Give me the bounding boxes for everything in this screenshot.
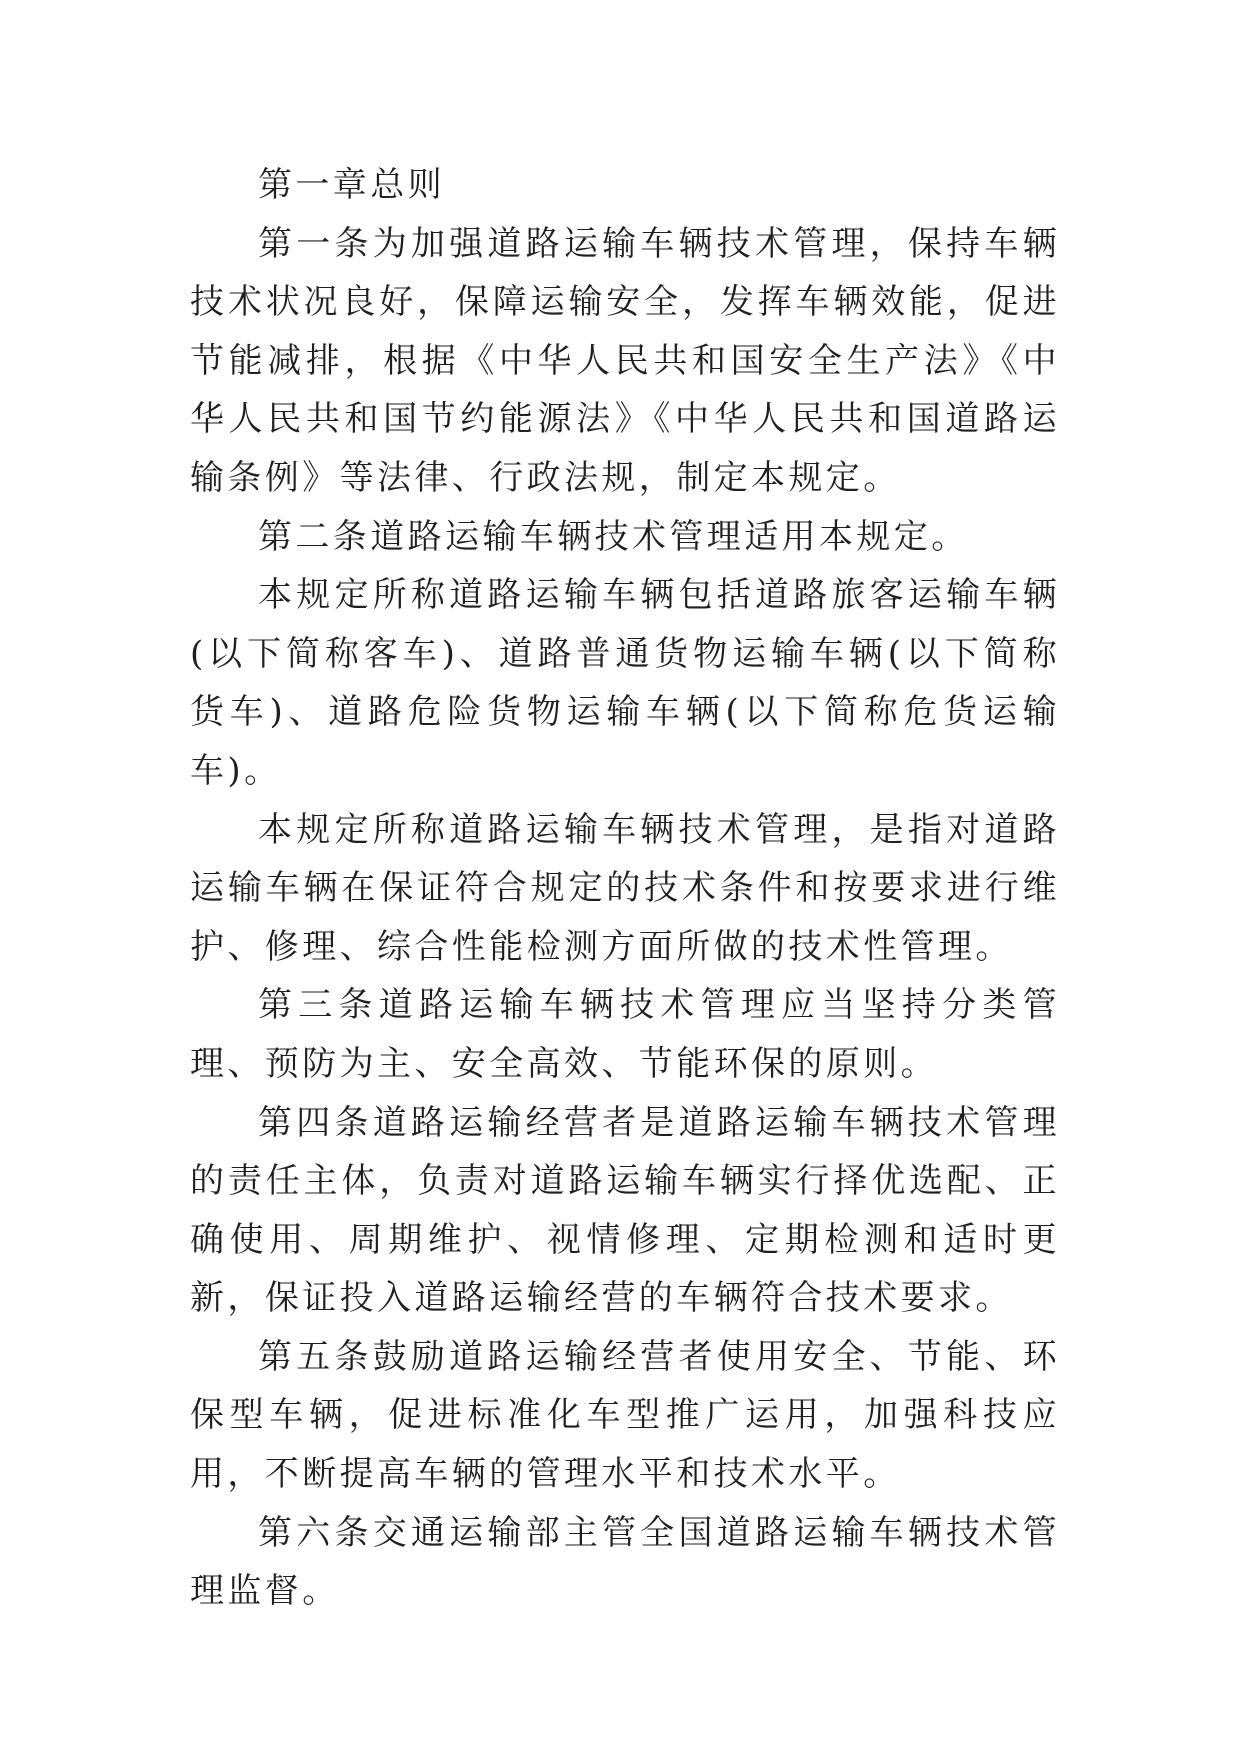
article-2-scope-paragraph: 本规定所称道路运输车辆包括道路旅客运输车辆(以下简称客车)、道路普通货物运输车辆(以下简称货车)、道路危险货物运输车辆(以下简称危货运输车)。 [190,575,1060,791]
article-1-paragraph: 第一条为加强道路运输车辆技术管理，保持车辆技术状况良好，保障运输安全，发挥车辆效能，促进节能减排，根据《中华人民共和国安全生产法》《中华人民共和国节约能源法》《中华人民共和国道路运输条例》等法律、行政法规，制定本规定。 [190,223,1060,498]
article-3-paragraph: 第三条道路运输车辆技术管理应当坚持分类管理、预防为主、安全高效、节能环保的原则。 [190,985,1060,1084]
article-5-paragraph: 第五条鼓励道路运输经营者使用安全、节能、环保型车辆，促进标准化车型推广运用，加强科技应用，不断提高车辆的管理水平和技术水平。 [190,1336,1060,1495]
article-2-paragraph: 第二条道路运输车辆技术管理适用本规定。 [258,516,969,557]
article-4-paragraph: 第四条道路运输经营者是道路运输车辆技术管理的责任主体，负责对道路运输车辆实行择优选配、正确使用、周期维护、视情修理、定期检测和适时更新，保证投入道路运输经营的车辆符合技术要求。 [190,1102,1060,1319]
article-6-paragraph: 第六条交通运输部主管全国道路运输车辆技术管理监督。 [190,1512,1060,1612]
document-body [190,156,1060,1621]
chapter-heading: 第一章总则 [258,165,445,205]
article-2-definition-paragraph: 本规定所称道路运输车辆技术管理，是指对道路运输车辆在保证符合规定的技术条件和按要求进行维护、修理、综合性能检测方面所做的技术性管理。 [190,809,1060,967]
